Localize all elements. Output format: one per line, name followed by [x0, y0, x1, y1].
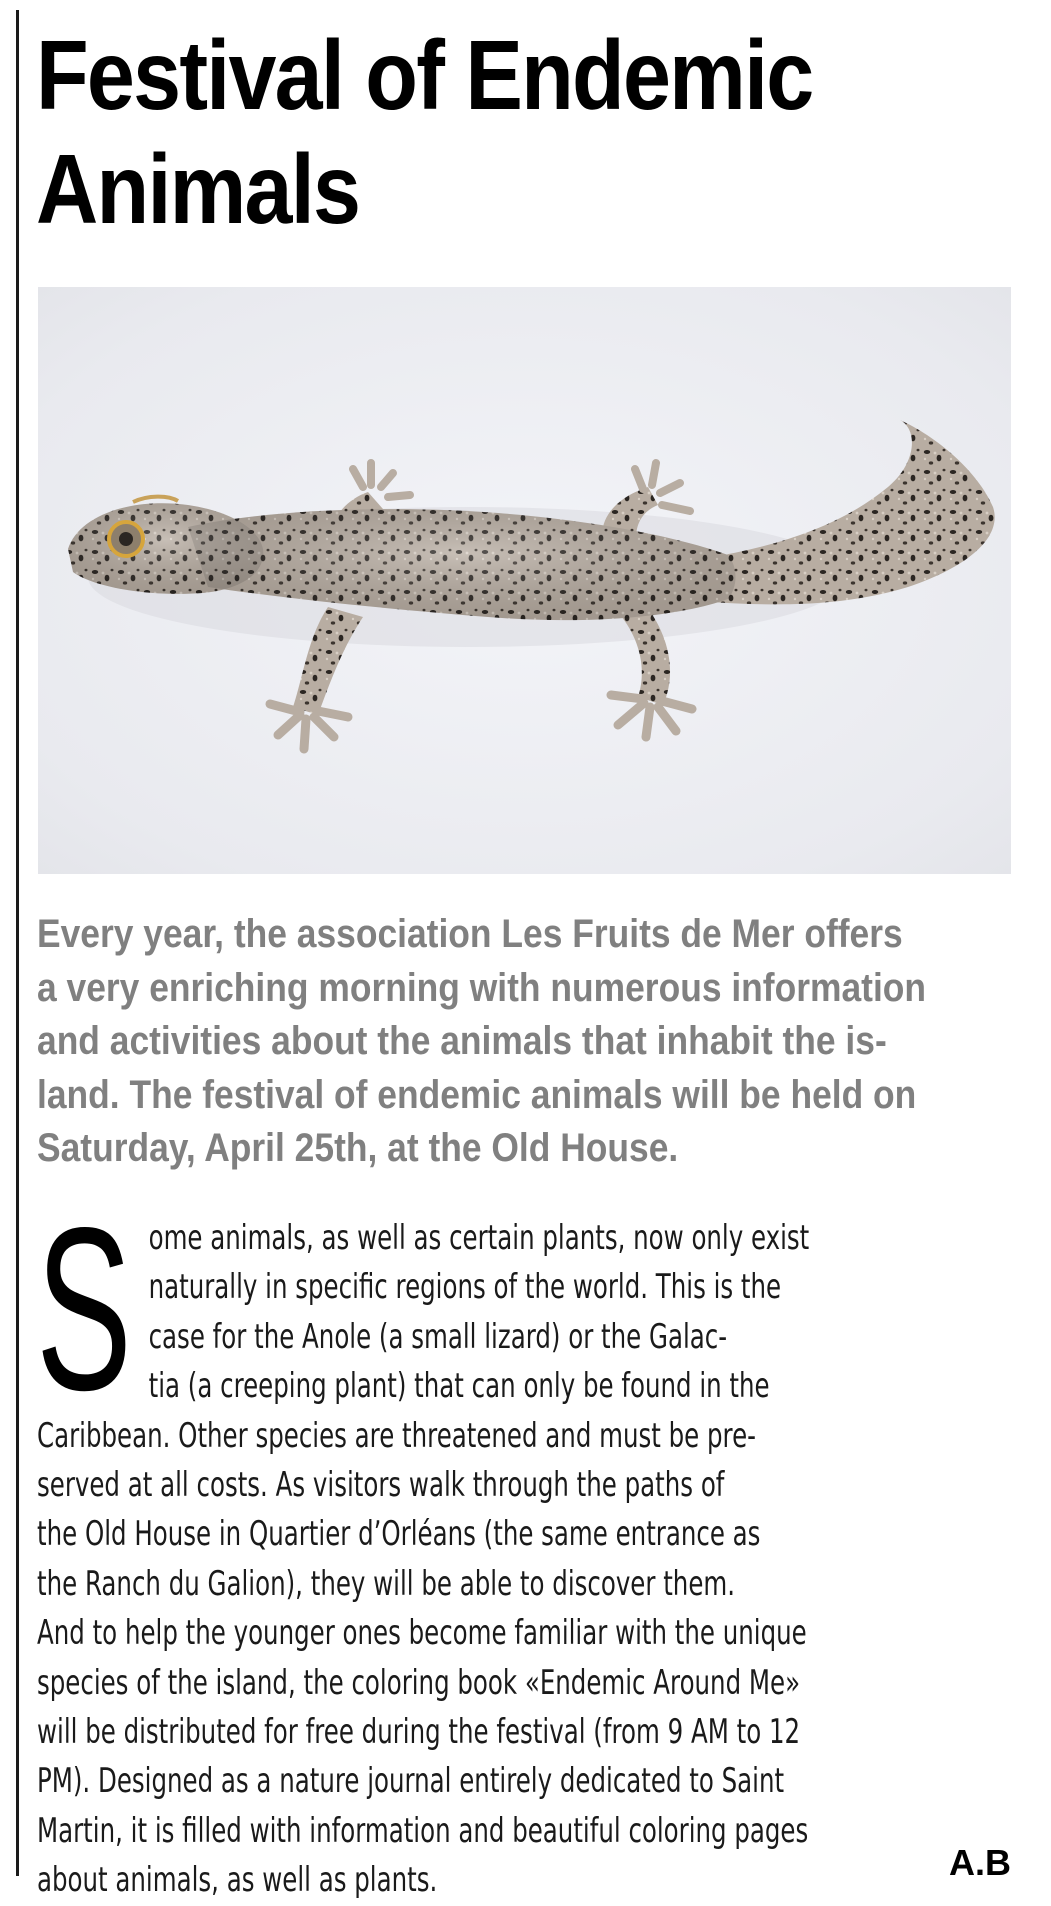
gecko-photo: [38, 287, 1011, 874]
body-line: And to help the younger ones become familiar with the unique: [37, 1613, 807, 1654]
lead-line: land. The festival of endemic animals will be held on: [37, 1072, 917, 1117]
lead-line: a very enriching morning with numerous information: [37, 965, 927, 1010]
body-line: naturally in specific regions of the world. This is the: [148, 1267, 782, 1308]
body-line: ome animals, as well as certain plants, now only exist: [148, 1218, 810, 1258]
lead-line: Every year, the association Les Fruits de Mer offers: [37, 912, 903, 956]
body-line: about animals, as well as plants.: [37, 1860, 438, 1901]
gecko-illustration: [38, 287, 1011, 874]
lead-paragraph: [37, 908, 1011, 1176]
column-rule: [16, 10, 19, 1876]
body-line: tia (a creeping plant) that can only be found in the: [148, 1366, 770, 1407]
article-title: [36, 18, 916, 246]
author-signature: A.B: [949, 1842, 1011, 1883]
lead-line: Saturday, April 25th, at the Old House.: [37, 1126, 679, 1170]
body-line: served at all costs. As visitors walk through the paths of: [37, 1465, 725, 1506]
body-line: Martin, it is filled with information and beautiful coloring pages: [37, 1810, 809, 1851]
body-line: PM). Designed as a nature journal entirely dedicated to Saint: [37, 1761, 785, 1802]
body-line: Caribbean. Other species are threatened and must be pre-: [37, 1415, 756, 1456]
drop-cap: S: [36, 1180, 132, 1439]
body-line: case for the Anole (a small lizard) or the Galac-: [148, 1316, 728, 1357]
title-line-1: Festival of Endemic: [36, 20, 813, 130]
body-line: the Old House in Quartier d’Orléans (the same entrance as: [37, 1514, 761, 1555]
lead-line: and activities about the animals that inhabit the is-: [37, 1019, 887, 1063]
title-line-2: Animals: [36, 134, 360, 244]
body-line: species of the island, the coloring book «Endemic Around Me»: [37, 1662, 801, 1703]
body-line: the Ranch du Galion), they will be able to discover them.: [37, 1563, 736, 1604]
body-line: will be distributed for free during the festival (from 9 AM to 12: [37, 1712, 801, 1753]
body-paragraph: [37, 1214, 876, 1906]
